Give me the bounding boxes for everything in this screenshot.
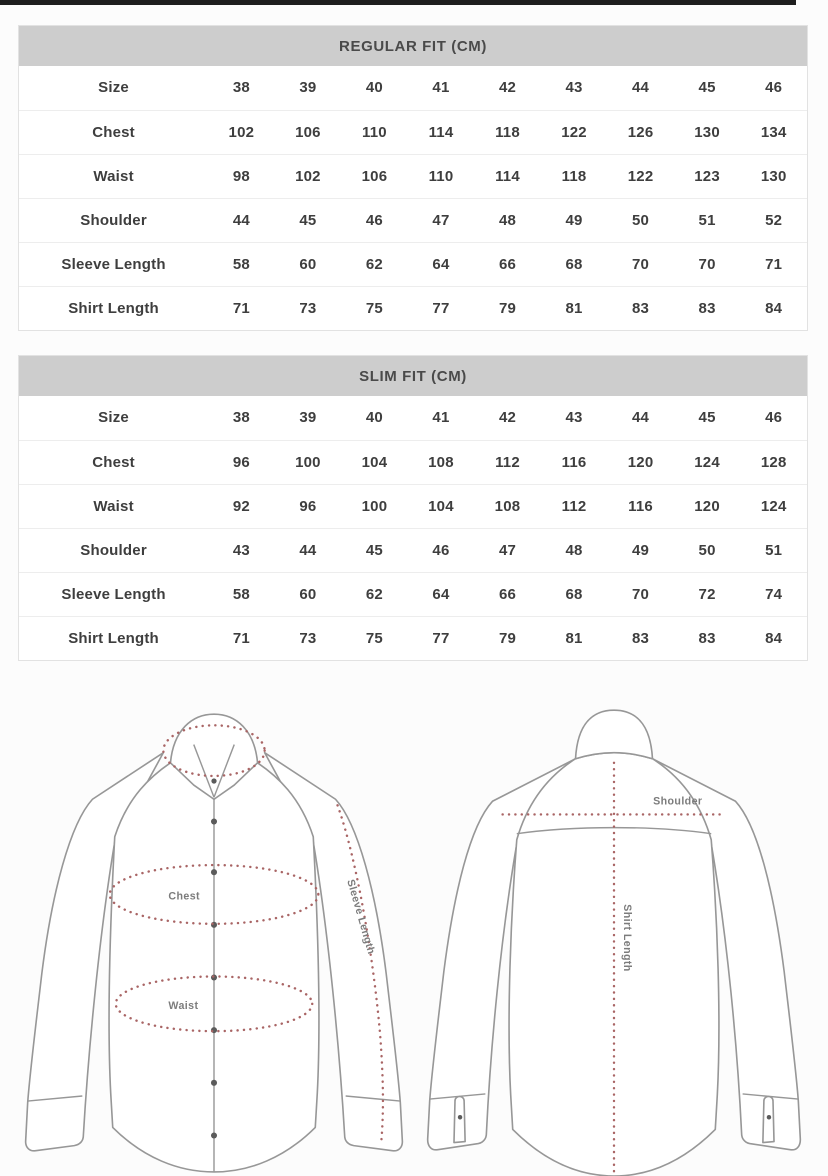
size-value-cell: 79 — [474, 616, 541, 660]
slim-fit-grid — [19, 396, 807, 660]
size-value-cell: 48 — [541, 528, 608, 572]
size-value-cell: 98 — [208, 154, 275, 198]
row-label: Sleeve Length — [19, 242, 208, 286]
size-value-cell: 83 — [674, 616, 741, 660]
back-body — [509, 753, 719, 1176]
table-row — [19, 286, 807, 330]
size-value-cell: 68 — [541, 572, 608, 616]
size-value-cell: 74 — [740, 572, 807, 616]
table-row — [19, 572, 807, 616]
back-right-cuff-placket — [763, 1096, 774, 1142]
table-row — [19, 616, 807, 660]
waist-label: Waist — [168, 999, 199, 1012]
size-value-cell: 70 — [607, 242, 674, 286]
row-label: Shoulder — [19, 528, 208, 572]
regular-fit-title: REGULAR FIT (CM) — [339, 37, 487, 55]
size-value-cell: 58 — [208, 242, 275, 286]
size-value-cell: 84 — [740, 286, 807, 330]
size-value-cell: 51 — [740, 528, 807, 572]
size-value-cell: 50 — [674, 528, 741, 572]
size-value-cell: 130 — [740, 154, 807, 198]
size-value-cell: 38 — [232, 409, 250, 427]
back-left-cuff-placket — [454, 1096, 465, 1142]
size-value-cell: 47 — [408, 198, 475, 242]
regular-fit-table — [18, 25, 808, 331]
size-value-cell: 108 — [408, 440, 475, 484]
shirt-back-diagram — [421, 700, 807, 1176]
size-value-cell: 48 — [474, 198, 541, 242]
size-value-cell: 73 — [275, 616, 342, 660]
regular-fit-header — [19, 26, 807, 66]
size-value-cell: 44 — [632, 409, 650, 427]
size-value-cell: 130 — [674, 110, 741, 154]
size-value-cell: 123 — [674, 154, 741, 198]
table-row — [19, 66, 807, 110]
size-value-cell: 79 — [474, 286, 541, 330]
slim-fit-table — [18, 355, 808, 661]
size-value-cell: 45 — [275, 198, 342, 242]
size-value-cell: 122 — [607, 154, 674, 198]
size-value-cell: 70 — [674, 242, 741, 286]
size-value-cell: 72 — [674, 572, 741, 616]
row-label: Chest — [19, 110, 208, 154]
size-value-cell: 64 — [408, 572, 475, 616]
size-value-cell: 124 — [674, 440, 741, 484]
size-value-cell: 66 — [474, 242, 541, 286]
size-value-cell: 102 — [208, 110, 275, 154]
size-value-cell: 68 — [541, 242, 608, 286]
size-value-cell: 46 — [408, 528, 475, 572]
size-value-cell: 116 — [607, 484, 674, 528]
table-row — [19, 484, 807, 528]
size-value-cell: 118 — [541, 154, 608, 198]
row-label: Shirt Length — [19, 616, 208, 660]
size-value-cell: 112 — [541, 484, 608, 528]
shirt-front-diagram — [21, 700, 407, 1176]
size-value-cell: 126 — [607, 110, 674, 154]
size-value-cell: 108 — [474, 484, 541, 528]
placket-button — [211, 818, 217, 824]
size-value-cell: 134 — [740, 110, 807, 154]
slim-fit-title: SLIM FIT (CM) — [359, 367, 467, 385]
shirt-diagrams-section — [0, 700, 828, 1176]
size-value-cell: 46 — [765, 409, 783, 427]
size-value-cell: 62 — [341, 242, 408, 286]
size-value-cell: 40 — [365, 409, 383, 427]
size-value-cell: 106 — [275, 110, 342, 154]
size-value-cell: 96 — [275, 484, 342, 528]
regular-fit-grid — [19, 66, 807, 330]
size-value-cell: 60 — [275, 242, 342, 286]
chest-label: Chest — [168, 890, 200, 903]
size-value-cell: 42 — [498, 409, 517, 427]
size-value-cell: 66 — [474, 572, 541, 616]
size-value-cell: 81 — [541, 616, 608, 660]
size-value-cell: 128 — [740, 440, 807, 484]
size-value-cell: 120 — [674, 484, 741, 528]
size-value-cell: 38 — [232, 79, 250, 97]
size-value-cell: 51 — [674, 198, 741, 242]
size-value-cell: 43 — [565, 409, 583, 427]
size-value-cell: 45 — [341, 528, 408, 572]
size-value-cell: 41 — [432, 409, 450, 427]
row-label: Size — [98, 79, 129, 97]
size-value-cell: 96 — [208, 440, 275, 484]
size-value-cell: 50 — [607, 198, 674, 242]
table-row — [19, 440, 807, 484]
size-value-cell: 83 — [607, 616, 674, 660]
size-value-cell: 58 — [208, 572, 275, 616]
size-value-cell: 102 — [275, 154, 342, 198]
size-value-cell: 83 — [674, 286, 741, 330]
size-value-cell: 46 — [765, 79, 783, 97]
size-value-cell: 100 — [341, 484, 408, 528]
table-row — [19, 110, 807, 154]
size-value-cell: 83 — [607, 286, 674, 330]
size-value-cell: 77 — [408, 616, 475, 660]
size-value-cell: 114 — [474, 154, 541, 198]
size-value-cell: 52 — [740, 198, 807, 242]
size-value-cell: 46 — [341, 198, 408, 242]
size-value-cell: 40 — [365, 79, 383, 97]
size-value-cell: 64 — [408, 242, 475, 286]
table-row — [19, 242, 807, 286]
collar-button — [211, 778, 216, 783]
row-label: Shirt Length — [19, 286, 208, 330]
right-cuff-button — [767, 1115, 771, 1119]
row-label: Waist — [19, 154, 208, 198]
row-label: Waist — [19, 484, 208, 528]
size-value-cell: 84 — [740, 616, 807, 660]
size-value-cell: 81 — [541, 286, 608, 330]
size-value-cell: 75 — [341, 286, 408, 330]
size-value-cell: 43 — [565, 79, 583, 97]
row-label: Chest — [19, 440, 208, 484]
left-cuff-button — [458, 1115, 462, 1119]
size-value-cell: 124 — [740, 484, 807, 528]
size-value-cell: 106 — [341, 154, 408, 198]
placket-button — [211, 1132, 217, 1138]
size-value-cell: 110 — [341, 110, 408, 154]
top-divider-bar — [0, 0, 796, 5]
size-value-cell: 104 — [341, 440, 408, 484]
row-label: Shoulder — [19, 198, 208, 242]
shirt-length-label: Shirt Length — [621, 904, 634, 972]
size-value-cell: 44 — [208, 198, 275, 242]
row-label: Size — [98, 409, 129, 427]
size-value-cell: 112 — [474, 440, 541, 484]
size-value-cell: 44 — [632, 79, 650, 97]
size-value-cell: 49 — [607, 528, 674, 572]
sleeve-length-label: Sleeve Length — [344, 878, 378, 956]
size-value-cell: 110 — [408, 154, 475, 198]
size-value-cell: 39 — [299, 79, 317, 97]
size-value-cell: 49 — [541, 198, 608, 242]
size-value-cell: 71 — [740, 242, 807, 286]
size-value-cell: 39 — [299, 409, 317, 427]
size-value-cell: 77 — [408, 286, 475, 330]
size-value-cell: 70 — [607, 572, 674, 616]
size-value-cell: 62 — [341, 572, 408, 616]
size-value-cell: 41 — [432, 79, 450, 97]
size-value-cell: 120 — [607, 440, 674, 484]
size-value-cell: 75 — [341, 616, 408, 660]
row-label: Sleeve Length — [19, 572, 208, 616]
table-row — [19, 198, 807, 242]
slim-fit-header — [19, 356, 807, 396]
table-row — [19, 396, 807, 440]
size-value-cell: 118 — [474, 110, 541, 154]
size-value-cell: 71 — [208, 616, 275, 660]
size-value-cell: 116 — [541, 440, 608, 484]
size-value-cell: 73 — [275, 286, 342, 330]
size-value-cell: 45 — [698, 409, 716, 427]
placket-button — [211, 869, 217, 875]
back-collar — [576, 710, 653, 759]
placket-button — [211, 1080, 217, 1086]
size-value-cell: 104 — [408, 484, 475, 528]
table-row — [19, 528, 807, 572]
size-value-cell: 45 — [698, 79, 716, 97]
size-value-cell: 71 — [208, 286, 275, 330]
size-value-cell: 42 — [498, 79, 517, 97]
shoulder-label: Shoulder — [653, 795, 703, 808]
size-value-cell: 44 — [275, 528, 342, 572]
size-value-cell: 100 — [275, 440, 342, 484]
size-value-cell: 60 — [275, 572, 342, 616]
size-value-cell: 114 — [408, 110, 475, 154]
table-row — [19, 154, 807, 198]
size-value-cell: 47 — [474, 528, 541, 572]
size-value-cell: 122 — [541, 110, 608, 154]
size-value-cell: 92 — [208, 484, 275, 528]
size-value-cell: 43 — [208, 528, 275, 572]
